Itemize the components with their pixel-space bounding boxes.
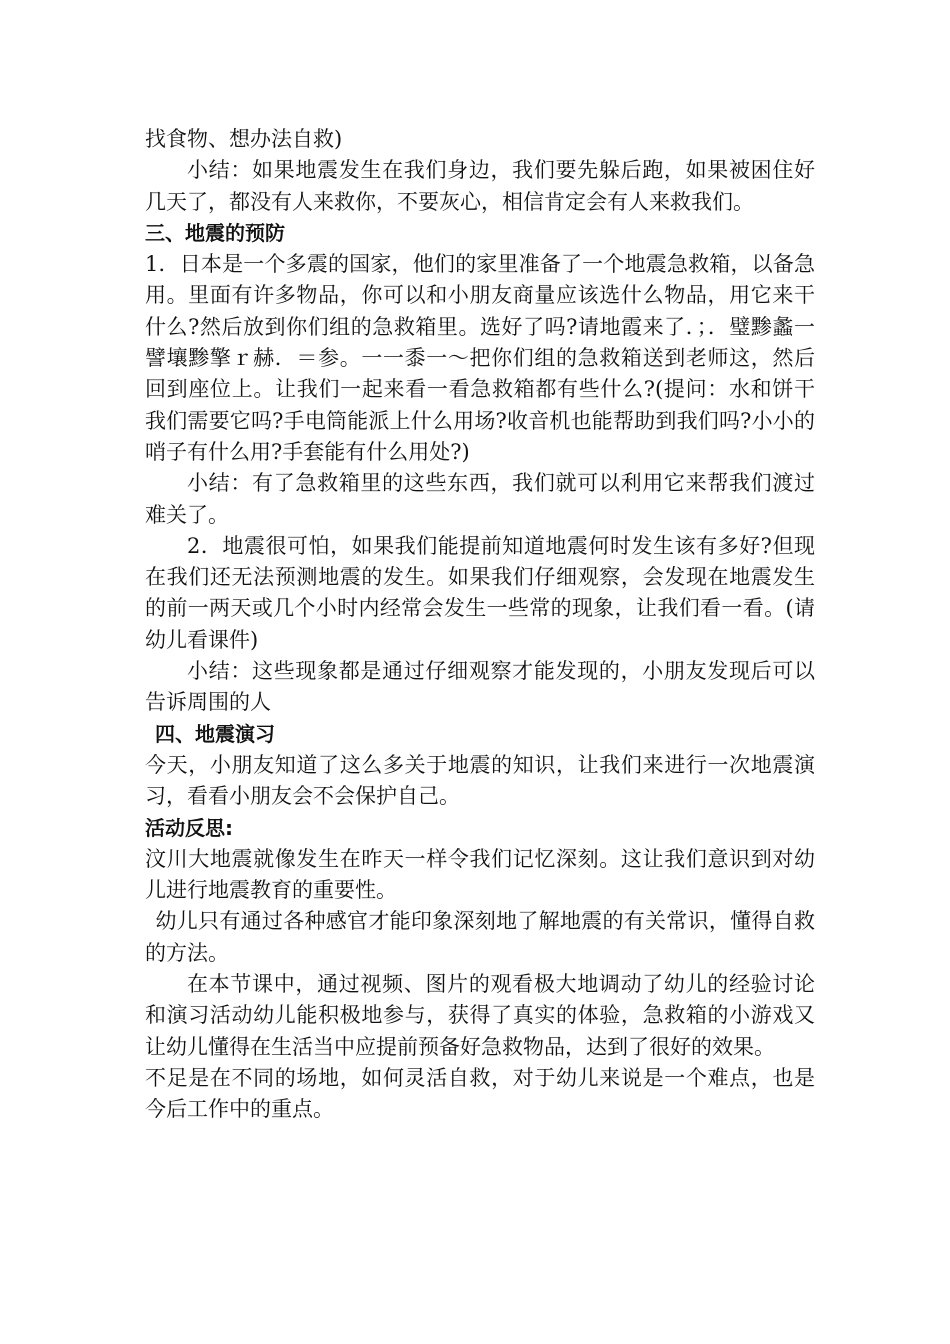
paragraph-summary-observation: 小结：这些现象都是通过仔细观察才能发现的，小朋友发现后可以告诉周围的人: [145, 659, 815, 715]
paragraph-self-rescue-end: 找食物、想办法自救): [145, 127, 343, 151]
paragraph-drill: 今天，小朋友知道了这么多关于地震的知识，让我们来进行一次地震演习，看看小朋友会不会保护自己。: [145, 752, 815, 809]
paragraph-wenchuan: 汶川大地震就像发生在昨天一样令我们记忆深刻。这让我们意识到对幼儿进行地震教育的重要性。: [145, 846, 815, 903]
paragraph-earthquake-signs: 2．地震很可怕，如果我们能提前知道地震何时发生该有多好?但现在我们还无法预测地震的发生。如果我们仔细观察，会发现在地震发生的前一两天或几个小时内经常会发生一些常的现象，让我们看一看。(请幼儿看课件): [145, 533, 815, 652]
paragraph-lesson-review: 在本节课中，通过视频、图片的观看极大地调动了幼儿的经验讨论和演习活动幼儿能积极地参与，获得了真实的体验，急救箱的小游戏又让幼儿懂得在生活当中应提前预备好急救物品，达到了很好的效果。: [145, 972, 815, 1059]
paragraph-summary-kit: 小结：有了急救箱里的这些东西，我们就可以利用它来帮我们渡过难关了。: [145, 471, 815, 527]
section-heading-drill: 四、地震演习: [155, 721, 275, 746]
section-heading-reflection: 活动反思:: [145, 815, 233, 840]
section-heading-prevention: 三、地震的预防: [145, 220, 285, 245]
paragraph-emergency-kit: 1．日本是一个多震的国家，他们的家里准备了一个地震急救箱，以备急用。里面有许多物品，你可以和小朋友商量应该选什么物品，用它来干什么?然后放到你们组的急救箱里。选好了吗?请地霞来了．；．璧黪蠡一譬壤黪擎ｒ赫．＝参。一一黍一～把你们组的急救箱送到老师这，然后回到座位上。让我们一起来看一看急救箱都有些什么?(提问：水和饼干我们需要它吗?手电筒能派上什么用场?收音机也能帮助到我们吗?小小的哨子有什么用?手套能有什么用处?): [145, 252, 815, 464]
paragraph-summary-trapped: 小结：如果地震发生在我们身边，我们要先躲后跑，如果被困住好几天了，都没有人来救你，不要灰心，相信肯定会有人来救我们。: [145, 158, 815, 214]
document-page: [145, 124, 815, 1126]
paragraph-senses: 幼儿只有通过各种感官才能印象深刻地了解地震的有关常识，懂得自救的方法。: [145, 909, 815, 965]
paragraph-shortcoming: 不足是在不同的场地，如何灵活自救，对于幼儿来说是一个难点，也是今后工作中的重点。: [145, 1065, 815, 1122]
